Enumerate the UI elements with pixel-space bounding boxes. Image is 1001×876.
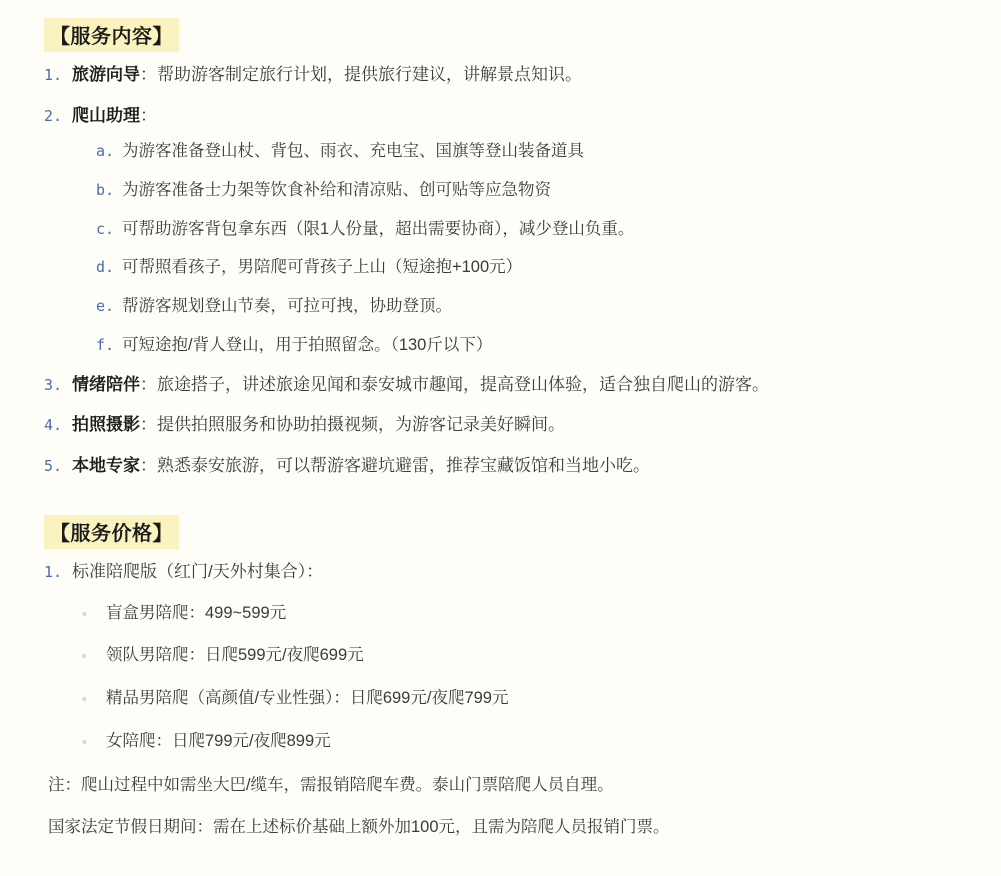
- pricing-list: [44, 559, 981, 754]
- list-item: [44, 643, 981, 668]
- list-item-body: ：: [140, 105, 157, 125]
- list-item: [44, 729, 981, 754]
- list-marker: f.: [96, 335, 115, 354]
- list-item: [44, 453, 981, 479]
- circle-bullet-icon: ◦: [82, 605, 87, 621]
- pricing-note-transport: 注：爬山过程中如需坐大巴/缆车，需报销陪爬车费。泰山门票陪爬人员自理。: [48, 775, 614, 794]
- list-item: [44, 559, 981, 585]
- list-item-text: 盲盒男陪爬：499~599元: [106, 603, 287, 622]
- list-item-text: 领队男陪爬：日爬599元/夜爬699元: [106, 646, 364, 665]
- list-item-title: 爬山助理: [72, 105, 140, 125]
- list-item-text: 为游客准备登山杖、背包、雨衣、充电宝、国旗等登山装备道具: [122, 142, 584, 160]
- list-item-text: 可短途抱/背人登山，用于拍照留念。（130斤以下）: [122, 335, 493, 354]
- list-marker: 1.: [44, 66, 63, 84]
- list-item-text: 女陪爬：日爬799元/夜爬899元: [106, 731, 331, 750]
- list-marker: b.: [96, 180, 115, 199]
- list-marker: a.: [96, 142, 115, 160]
- list-item-body: ：帮助游客制定旅行计划，提供旅行建议，讲解景点知识。: [140, 65, 582, 84]
- list-marker: c.: [96, 219, 115, 238]
- list-item-title: 拍照摄影: [72, 415, 140, 434]
- list-item-text: 可帮照看孩子，男陪爬可背孩子上山（短途抱+100元）: [122, 258, 523, 277]
- list-item: [44, 412, 981, 438]
- list-item-text: 标准陪爬版（红门/天外村集合）：: [72, 562, 324, 581]
- list-marker: 1.: [44, 563, 63, 581]
- list-item-body: ：提供拍照服务和协助拍摄视频，为游客记录美好瞬间。: [140, 415, 565, 434]
- list-item-text: 为游客准备士力架等饮食补给和清凉贴、创可贴等应急物资: [122, 180, 551, 199]
- list-item: [44, 178, 981, 203]
- list-item-text: [72, 103, 981, 129]
- list-marker: d.: [96, 258, 115, 277]
- list-item: [44, 333, 981, 358]
- pricing-note-holiday: 国家法定节假日期间：需在上述标价基础上额外加100元，且需为陪爬人员报销门票。: [48, 817, 670, 836]
- list-item-title: 本地专家: [72, 455, 140, 475]
- list-item: [44, 103, 981, 129]
- list-marker: 5.: [44, 456, 63, 475]
- services-list: [44, 62, 981, 478]
- list-item-title: 旅游向导: [72, 65, 140, 84]
- list-item-text: [72, 372, 981, 398]
- list-item-text: [72, 412, 981, 438]
- list-marker: 3.: [44, 375, 63, 394]
- section-heading-services: 【服务内容】: [44, 18, 179, 52]
- list-item-text: [72, 62, 981, 88]
- list-marker: 2.: [44, 106, 63, 125]
- list-item-title: 情绪陪伴: [72, 374, 140, 394]
- list-item: [44, 601, 981, 626]
- list-item-body: ：旅途搭子，讲述旅途见闻和泰安城市趣闻，提高登山体验，适合独自爬山的游客。: [140, 374, 769, 394]
- list-item: [44, 62, 981, 88]
- list-item: [44, 372, 981, 398]
- list-item: [44, 217, 981, 242]
- list-item: [44, 255, 981, 280]
- list-marker: e.: [96, 297, 115, 315]
- list-item-body: ：熟悉泰安旅游，可以帮游客避坑避雷，推荐宝藏饭馆和当地小吃。: [140, 455, 650, 475]
- circle-bullet-icon: ◦: [82, 648, 87, 664]
- list-item-text: [72, 453, 981, 479]
- list-marker: 4.: [44, 416, 63, 434]
- sub-list-climbing-assistant: [44, 139, 981, 358]
- list-item: [44, 294, 981, 319]
- circle-bullet-icon: ◦: [82, 733, 87, 749]
- list-item-text: 精品男陪爬（高颜值/专业性强）：日爬699元/夜爬799元: [106, 689, 509, 707]
- list-item-text: 可帮助游客背包拿东西（限1人份量，超出需要协商），减少登山负重。: [122, 219, 635, 238]
- circle-bullet-icon: ◦: [82, 691, 87, 706]
- section-heading-pricing: 【服务价格】: [44, 515, 179, 549]
- list-item: [44, 139, 981, 164]
- price-bullet-list: [44, 601, 981, 754]
- list-item: [44, 686, 981, 711]
- list-item-text: 帮游客规划登山节奏，可拉可拽，协助登顶。: [122, 297, 452, 315]
